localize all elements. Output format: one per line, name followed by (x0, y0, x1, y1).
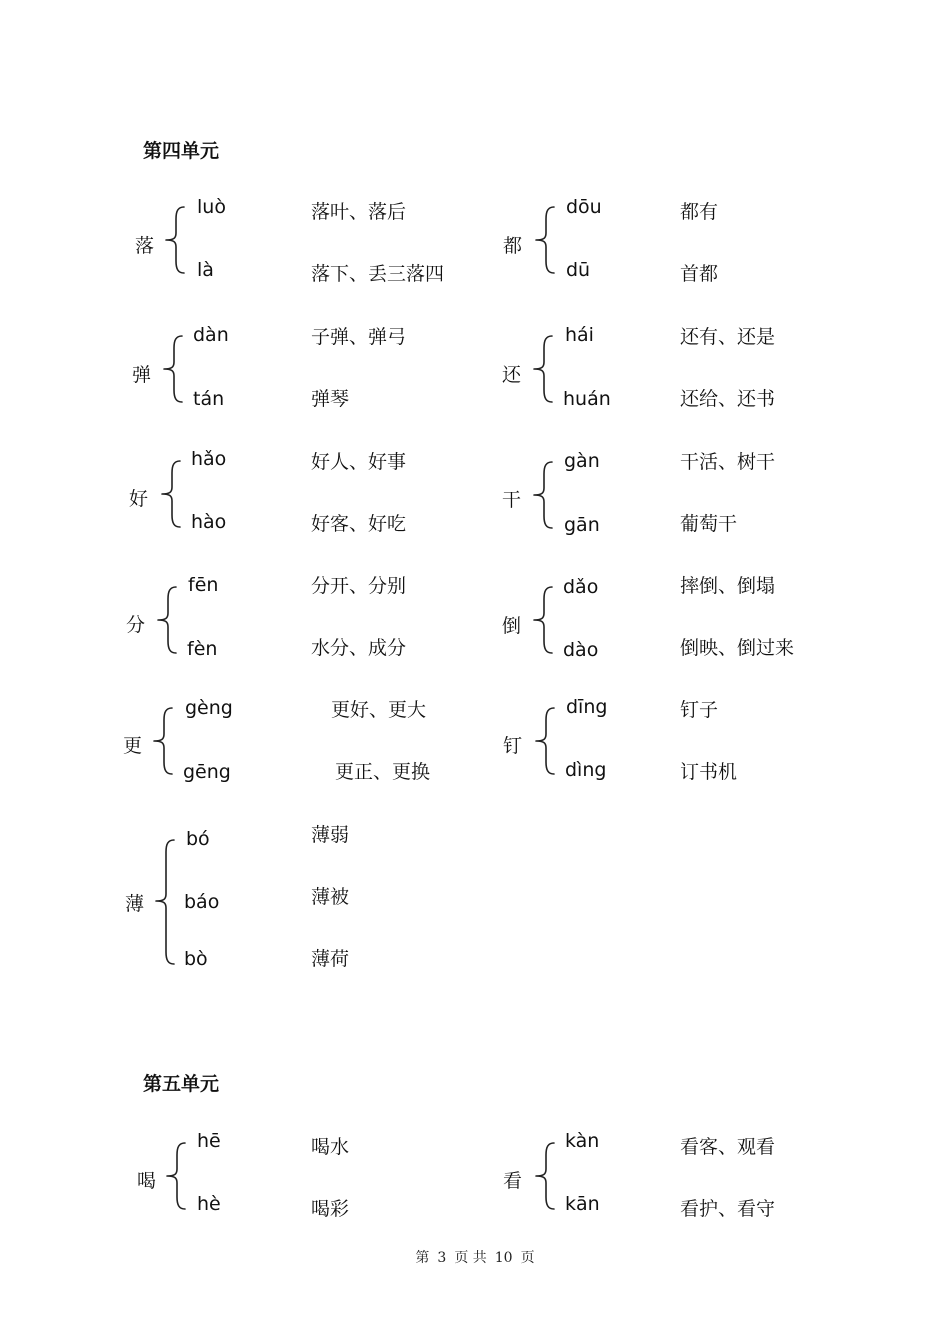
entry-char: 倒 (502, 615, 522, 637)
reading-words: 更正、更换 (335, 761, 431, 783)
reading-pinyin: fèn (187, 638, 218, 660)
entry-char: 还 (502, 364, 522, 386)
entry-char: 弹 (132, 364, 152, 386)
reading-words: 首都 (680, 263, 719, 285)
reading-pinyin: tán (193, 388, 225, 410)
footer-mid: 页 共 (454, 1250, 487, 1266)
reading-words: 落叶、落后 (311, 201, 407, 223)
reading-pinyin: hào (191, 511, 227, 533)
reading-pinyin: dǎo (563, 576, 599, 598)
reading-pinyin: hè (197, 1193, 221, 1215)
section-title: 第四单元 (143, 140, 220, 162)
brace-icon (150, 838, 180, 966)
reading-pinyin: dàn (193, 324, 229, 346)
reading-words: 好人、好事 (311, 451, 407, 473)
reading-pinyin: fēn (188, 574, 219, 596)
reading-words: 分开、分别 (311, 575, 407, 597)
footer-page-number: 3 (437, 1250, 447, 1266)
entry-char: 都 (503, 235, 523, 257)
footer-prefix: 第 (415, 1250, 430, 1266)
reading-words: 都有 (680, 201, 719, 223)
footer-total-pages: 10 (494, 1250, 513, 1266)
entry-char: 分 (126, 614, 146, 636)
reading-words: 看护、看守 (680, 1198, 776, 1220)
reading-words: 倒映、倒过来 (680, 637, 795, 659)
reading-words: 弹琴 (311, 388, 350, 410)
brace-icon (161, 1141, 191, 1211)
entry-char: 干 (502, 489, 522, 511)
reading-words: 喝彩 (311, 1198, 350, 1220)
reading-pinyin: luò (197, 196, 226, 218)
footer-suffix: 页 (520, 1250, 535, 1266)
reading-words: 钉子 (680, 699, 719, 721)
brace-icon (160, 205, 190, 275)
entry-char: 喝 (137, 1170, 157, 1192)
reading-pinyin: bò (184, 948, 208, 970)
reading-pinyin: bó (186, 828, 210, 850)
section-title: 第五单元 (143, 1073, 220, 1095)
reading-pinyin: hē (197, 1130, 221, 1152)
brace-icon (530, 205, 560, 275)
reading-pinyin: huán (563, 388, 611, 410)
reading-words: 落下、丢三落四 (311, 263, 445, 285)
entry-char: 更 (123, 735, 143, 757)
reading-words: 好客、好吃 (311, 513, 407, 535)
brace-icon (158, 334, 188, 404)
reading-pinyin: dīng (566, 696, 608, 718)
brace-icon (528, 334, 558, 404)
reading-words: 还有、还是 (680, 326, 776, 348)
reading-pinyin: gān (564, 514, 600, 536)
reading-words: 葡萄干 (680, 513, 738, 535)
entry-char: 钉 (503, 735, 523, 757)
brace-icon (528, 460, 558, 530)
reading-pinyin: hǎo (191, 448, 227, 470)
brace-icon (148, 706, 178, 776)
brace-icon (530, 706, 560, 776)
brace-icon (530, 1141, 560, 1211)
reading-words: 子弹、弹弓 (311, 326, 407, 348)
reading-words: 摔倒、倒塌 (680, 575, 776, 597)
reading-pinyin: kàn (565, 1130, 600, 1152)
reading-pinyin: dìng (565, 759, 607, 781)
brace-icon (528, 585, 558, 655)
reading-pinyin: kān (565, 1193, 600, 1215)
reading-words: 干活、树干 (680, 451, 776, 473)
entry-char: 好 (129, 488, 149, 510)
reading-words: 薄弱 (311, 824, 350, 846)
entry-char: 看 (503, 1170, 523, 1192)
reading-words: 订书机 (680, 761, 738, 783)
reading-pinyin: gèng (185, 697, 233, 719)
reading-pinyin: gēng (183, 761, 231, 783)
reading-pinyin: dào (563, 639, 599, 661)
reading-pinyin: gàn (564, 450, 600, 472)
reading-words: 薄被 (311, 886, 350, 908)
reading-words: 喝水 (311, 1136, 350, 1158)
reading-words: 看客、观看 (680, 1136, 776, 1158)
brace-icon (156, 459, 186, 529)
reading-words: 水分、成分 (311, 637, 407, 659)
reading-pinyin: dū (566, 259, 591, 281)
reading-pinyin: là (197, 259, 214, 281)
reading-words: 还给、还书 (680, 388, 776, 410)
entry-char: 落 (135, 235, 155, 257)
entry-char: 薄 (125, 893, 145, 915)
reading-pinyin: hái (565, 324, 594, 346)
reading-pinyin: dōu (566, 196, 602, 218)
reading-words: 薄荷 (311, 948, 350, 970)
brace-icon (152, 585, 182, 655)
reading-words: 更好、更大 (331, 699, 427, 721)
page-footer (0, 1247, 950, 1267)
reading-pinyin: báo (184, 891, 220, 913)
